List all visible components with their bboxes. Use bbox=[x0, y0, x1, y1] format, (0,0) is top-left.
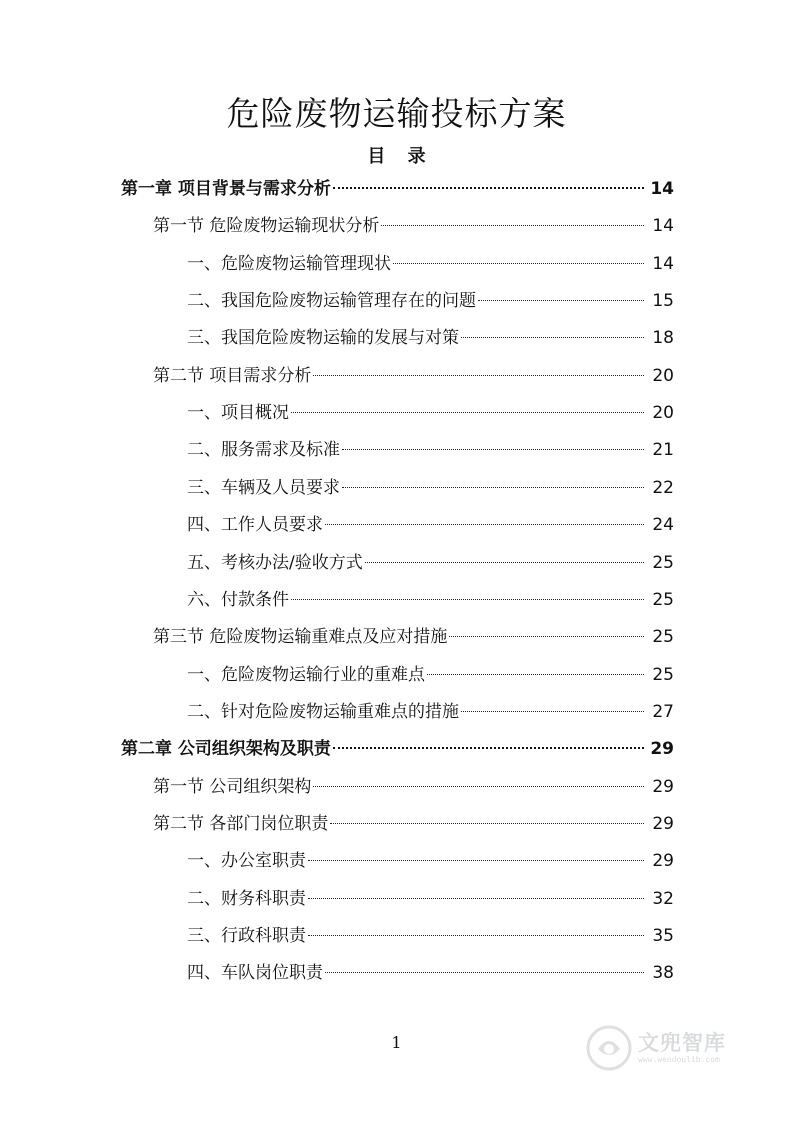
toc-entry-page: 14 bbox=[652, 254, 674, 274]
toc-dot-leader bbox=[478, 300, 644, 301]
toc-entry-page: 29 bbox=[652, 851, 674, 871]
toc-dot-leader bbox=[313, 375, 644, 376]
toc-dot-leader bbox=[291, 412, 644, 413]
toc-subsection-entry[interactable] bbox=[187, 512, 674, 538]
toc-subsection-entry[interactable] bbox=[187, 437, 674, 463]
toc-section-entry[interactable] bbox=[153, 213, 674, 239]
toc-entry-label: 一、危险废物运输行业的重难点 bbox=[187, 665, 425, 685]
toc-subsection-entry[interactable] bbox=[187, 923, 674, 949]
toc-entry-label: 四、工作人员要求 bbox=[187, 515, 323, 535]
toc-dot-leader bbox=[313, 786, 644, 787]
toc-entry-page: 21 bbox=[652, 440, 674, 460]
toc-entry-label: 二、针对危险废物运输重难点的措施 bbox=[187, 702, 459, 722]
toc-entry-page: 18 bbox=[652, 328, 674, 348]
toc-dot-leader bbox=[308, 860, 644, 861]
toc-entry-label: 五、考核办法/验收方式 bbox=[187, 553, 363, 573]
toc-dot-leader bbox=[291, 599, 644, 600]
toc-entry-label: 二、我国危险废物运输管理存在的问题 bbox=[187, 291, 476, 311]
toc-subsection-entry[interactable] bbox=[187, 960, 674, 986]
toc-entry-page: 35 bbox=[652, 926, 674, 946]
toc-entry-page: 20 bbox=[652, 366, 674, 386]
toc-entry-page: 24 bbox=[652, 515, 674, 535]
toc-dot-leader bbox=[325, 972, 644, 973]
toc-dot-leader bbox=[325, 524, 644, 525]
toc-entry-page: 14 bbox=[652, 216, 674, 236]
toc-entry-label: 二、财务科职责 bbox=[187, 889, 306, 909]
toc-entry-page: 25 bbox=[652, 590, 674, 610]
toc-entry-page: 29 bbox=[652, 814, 674, 834]
toc-entry-page: 22 bbox=[652, 478, 674, 498]
toc-dot-leader bbox=[333, 187, 644, 189]
toc-entry-page: 29 bbox=[652, 777, 674, 797]
toc-dot-leader bbox=[449, 636, 644, 637]
toc-entry-page: 15 bbox=[652, 291, 674, 311]
toc-entry-label: 一、项目概况 bbox=[187, 403, 289, 423]
toc-entry-label: 二、服务需求及标准 bbox=[187, 440, 340, 460]
toc-subsection-entry[interactable] bbox=[187, 886, 674, 912]
toc-section-entry[interactable] bbox=[153, 363, 674, 389]
toc-entry-label: 第二章 公司组织架构及职责 bbox=[121, 739, 331, 759]
toc-dot-leader bbox=[461, 337, 644, 338]
toc-entry-label: 第一节 危险废物运输现状分析 bbox=[153, 216, 380, 236]
toc-subsection-entry[interactable] bbox=[187, 587, 674, 613]
toc-dot-leader bbox=[427, 674, 644, 675]
toc-entry-page: 25 bbox=[652, 665, 674, 685]
wendou-logo-icon bbox=[586, 1025, 632, 1071]
watermark-url: www.wendoulib.com bbox=[638, 1055, 720, 1064]
toc-entry-label: 一、危险废物运输管理现状 bbox=[187, 254, 391, 274]
toc-dot-leader bbox=[333, 747, 644, 749]
toc-entry-label: 三、行政科职责 bbox=[187, 926, 306, 946]
toc-dot-leader bbox=[461, 711, 644, 712]
toc-subsection-entry[interactable] bbox=[187, 550, 674, 576]
toc-entry-label: 三、我国危险废物运输的发展与对策 bbox=[187, 328, 459, 348]
toc-chapter-entry[interactable] bbox=[121, 736, 674, 762]
toc-entry-label: 第三节 危险废物运输重难点及应对措施 bbox=[153, 627, 448, 647]
toc-dot-leader bbox=[308, 935, 644, 936]
watermark-name: 文兜智库 bbox=[638, 1031, 726, 1055]
toc-subsection-entry[interactable] bbox=[187, 288, 674, 314]
toc-dot-leader bbox=[330, 823, 644, 824]
toc-entry-page: 25 bbox=[652, 553, 674, 573]
toc-dot-leader bbox=[381, 225, 644, 226]
toc-subsection-entry[interactable] bbox=[187, 475, 674, 501]
toc-entry-page: 38 bbox=[652, 963, 674, 983]
toc-section-entry[interactable] bbox=[153, 811, 674, 837]
toc-entry-label: 第一章 项目背景与需求分析 bbox=[121, 179, 331, 199]
toc-entry-page: 29 bbox=[650, 739, 674, 759]
toc-section-entry[interactable] bbox=[153, 624, 674, 650]
toc-section-entry[interactable] bbox=[153, 774, 674, 800]
toc-subsection-entry[interactable] bbox=[187, 662, 674, 688]
watermark bbox=[586, 1018, 756, 1078]
toc-subsection-entry[interactable] bbox=[187, 699, 674, 725]
page-number: 1 bbox=[391, 1033, 402, 1052]
toc-entry-label: 四、车队岗位职责 bbox=[187, 963, 323, 983]
toc-entry-page: 14 bbox=[650, 179, 674, 199]
toc-heading: 目 录 bbox=[367, 146, 434, 167]
toc-dot-leader bbox=[342, 487, 644, 488]
toc-chapter-entry[interactable] bbox=[121, 176, 674, 202]
toc-subsection-entry[interactable] bbox=[187, 848, 674, 874]
toc-entry-label: 第二节 项目需求分析 bbox=[153, 366, 312, 386]
toc-subsection-entry[interactable] bbox=[187, 251, 674, 277]
toc-entry-label: 六、付款条件 bbox=[187, 590, 289, 610]
toc-dot-leader bbox=[342, 449, 644, 450]
toc-entry-page: 20 bbox=[652, 403, 674, 423]
toc-entry-label: 第二节 各部门岗位职责 bbox=[153, 814, 329, 834]
toc-entry-label: 一、办公室职责 bbox=[187, 851, 306, 871]
toc-entry-page: 25 bbox=[652, 627, 674, 647]
toc-subsection-entry[interactable] bbox=[187, 325, 674, 351]
document-title: 危险废物运输投标方案 bbox=[226, 94, 567, 133]
toc-entry-label: 三、车辆及人员要求 bbox=[187, 478, 340, 498]
toc-dot-leader bbox=[393, 263, 644, 264]
toc-entry-label: 第一节 公司组织架构 bbox=[153, 777, 312, 797]
toc-entry-page: 27 bbox=[652, 702, 674, 722]
toc-dot-leader bbox=[365, 562, 644, 563]
toc-dot-leader bbox=[308, 898, 644, 899]
toc-entry-page: 32 bbox=[652, 889, 674, 909]
toc-subsection-entry[interactable] bbox=[187, 400, 674, 426]
